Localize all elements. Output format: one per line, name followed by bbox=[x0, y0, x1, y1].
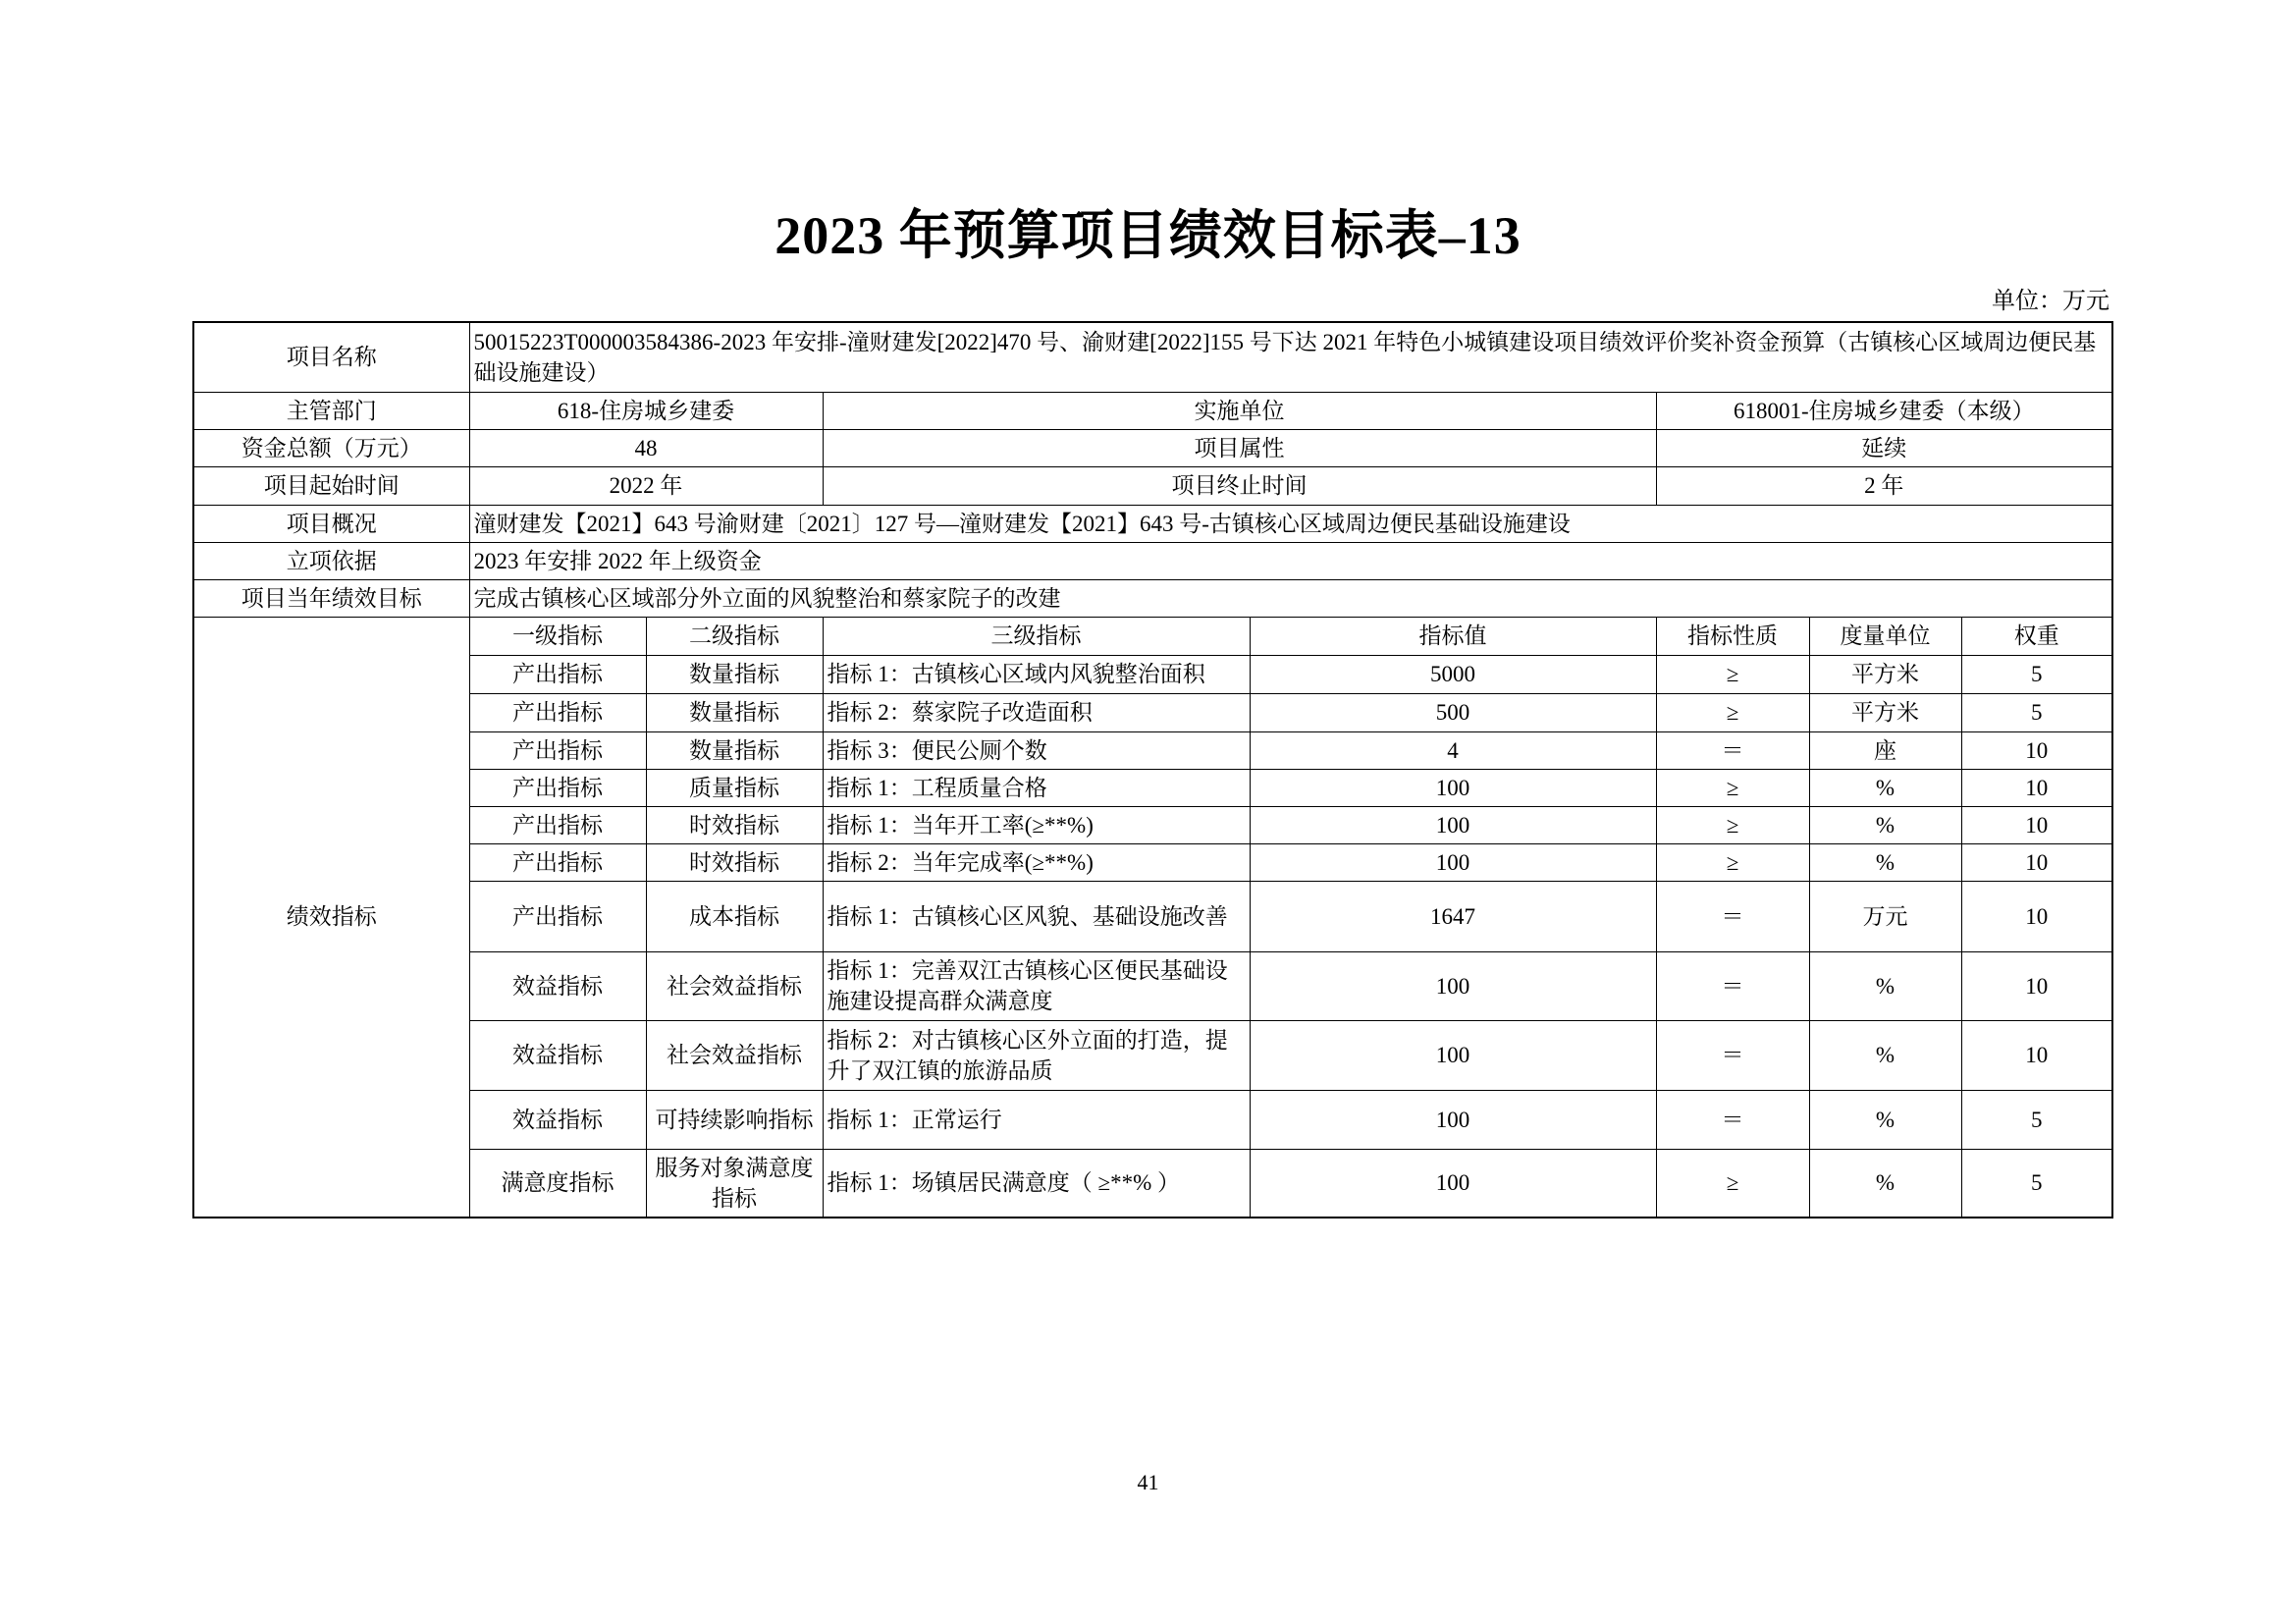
table-row bbox=[193, 1090, 2112, 1149]
level3-cell: 指标 1：当年开工率(≥**%) bbox=[823, 806, 1250, 843]
level1-cell: 产出指标 bbox=[469, 769, 646, 806]
department-row bbox=[193, 392, 2112, 429]
level2-cell: 服务对象满意度指标 bbox=[646, 1149, 823, 1218]
table-row bbox=[193, 769, 2112, 806]
fund-label: 资金总额（万元） bbox=[193, 429, 469, 466]
project-name-label: 项目名称 bbox=[193, 322, 469, 392]
value-cell: 100 bbox=[1250, 951, 1656, 1020]
table-row bbox=[193, 731, 2112, 769]
level2-cell: 数量指标 bbox=[646, 731, 823, 769]
overview-value: 潼财建发【2021】643 号渝财建〔2021〕127 号—潼财建发【2021】643 号-古镇核心区域周边便民基础设施建设 bbox=[469, 505, 2112, 542]
level3-cell: 指标 1：古镇核心区风貌、基础设施改善 bbox=[823, 881, 1250, 951]
page-title: 2023 年预算项目绩效目标表–13 bbox=[774, 206, 1522, 265]
project-name-row bbox=[193, 322, 2112, 392]
level1-cell: 产出指标 bbox=[469, 693, 646, 731]
unit-cell: 平方米 bbox=[1809, 693, 1961, 731]
start-value: 2022 年 bbox=[469, 466, 823, 505]
nature-cell: ＝ bbox=[1656, 1090, 1809, 1149]
unit-cell: % bbox=[1809, 1149, 1961, 1218]
nature-cell: ≥ bbox=[1656, 843, 1809, 881]
weight-cell: 10 bbox=[1961, 951, 2112, 1020]
nature-cell: ＝ bbox=[1656, 1020, 1809, 1090]
header-level3: 三级指标 bbox=[823, 617, 1250, 655]
level1-cell: 产出指标 bbox=[469, 806, 646, 843]
unit-cell: 平方米 bbox=[1809, 655, 1961, 693]
table-row bbox=[193, 693, 2112, 731]
level1-cell: 效益指标 bbox=[469, 951, 646, 1020]
overview-row bbox=[193, 505, 2112, 542]
value-cell: 100 bbox=[1250, 1149, 1656, 1218]
end-label: 项目终止时间 bbox=[823, 466, 1656, 505]
attr-label: 项目属性 bbox=[823, 429, 1656, 466]
table-row bbox=[193, 1020, 2112, 1090]
level3-cell: 指标 1：完善双江古镇核心区便民基础设施建设提高群众满意度 bbox=[823, 951, 1250, 1020]
impl-value: 618001-住房城乡建委（本级） bbox=[1656, 392, 2112, 429]
overview-label: 项目概况 bbox=[193, 505, 469, 542]
header-unit: 度量单位 bbox=[1809, 617, 1961, 655]
level2-cell: 社会效益指标 bbox=[646, 951, 823, 1020]
table-row bbox=[193, 843, 2112, 881]
nature-cell: ≥ bbox=[1656, 769, 1809, 806]
weight-cell: 5 bbox=[1961, 1090, 2112, 1149]
header-weight: 权重 bbox=[1961, 617, 2112, 655]
level3-cell: 指标 3：便民公厕个数 bbox=[823, 731, 1250, 769]
value-cell: 100 bbox=[1250, 806, 1656, 843]
weight-cell: 10 bbox=[1961, 769, 2112, 806]
weight-cell: 5 bbox=[1961, 693, 2112, 731]
table-row bbox=[193, 881, 2112, 951]
level1-cell: 效益指标 bbox=[469, 1090, 646, 1149]
impl-label: 实施单位 bbox=[823, 392, 1656, 429]
level1-cell: 产出指标 bbox=[469, 731, 646, 769]
unit-cell: % bbox=[1809, 769, 1961, 806]
unit-label: 单位：万元 bbox=[1992, 289, 2109, 314]
level1-cell: 产出指标 bbox=[469, 881, 646, 951]
goal-value: 完成古镇核心区域部分外立面的风貌整治和蔡家院子的改建 bbox=[469, 579, 2112, 617]
unit-cell: 座 bbox=[1809, 731, 1961, 769]
performance-target-table bbox=[192, 321, 2113, 1218]
weight-cell: 10 bbox=[1961, 731, 2112, 769]
level3-cell: 指标 1：工程质量合格 bbox=[823, 769, 1250, 806]
level2-cell: 数量指标 bbox=[646, 655, 823, 693]
nature-cell: ≥ bbox=[1656, 1149, 1809, 1218]
nature-cell: ≥ bbox=[1656, 693, 1809, 731]
unit-cell: % bbox=[1809, 1090, 1961, 1149]
basis-value: 2023 年安排 2022 年上级资金 bbox=[469, 542, 2112, 579]
fund-row bbox=[193, 429, 2112, 466]
table-row bbox=[193, 655, 2112, 693]
value-cell: 100 bbox=[1250, 1090, 1656, 1149]
nature-cell: ＝ bbox=[1656, 951, 1809, 1020]
dept-value: 618-住房城乡建委 bbox=[469, 392, 823, 429]
header-level2: 二级指标 bbox=[646, 617, 823, 655]
basis-label: 立项依据 bbox=[193, 542, 469, 579]
header-nature: 指标性质 bbox=[1656, 617, 1809, 655]
nature-cell: ≥ bbox=[1656, 655, 1809, 693]
weight-cell: 10 bbox=[1961, 806, 2112, 843]
level3-cell: 指标 2：对古镇核心区外立面的打造，提升了双江镇的旅游品质 bbox=[823, 1020, 1250, 1090]
project-name-value: 50015223T000003584386-2023 年安排-潼财建发[2022]470 号、渝财建[2022]155 号下达 2021 年特色小城镇建设项目绩效评价奖补资金预算（古镇核心区域周边便民基础设施建设） bbox=[469, 322, 2112, 392]
nature-cell: ≥ bbox=[1656, 806, 1809, 843]
weight-cell: 5 bbox=[1961, 655, 2112, 693]
start-label: 项目起始时间 bbox=[193, 466, 469, 505]
weight-cell: 10 bbox=[1961, 1020, 2112, 1090]
weight-cell: 10 bbox=[1961, 881, 2112, 951]
level3-cell: 指标 2：当年完成率(≥**%) bbox=[823, 843, 1250, 881]
value-cell: 4 bbox=[1250, 731, 1656, 769]
unit-cell: 万元 bbox=[1809, 881, 1961, 951]
value-cell: 500 bbox=[1250, 693, 1656, 731]
unit-cell: % bbox=[1809, 843, 1961, 881]
level2-cell: 成本指标 bbox=[646, 881, 823, 951]
indicators-section-label: 绩效指标 bbox=[193, 617, 469, 1218]
table-row bbox=[193, 951, 2112, 1020]
level2-cell: 社会效益指标 bbox=[646, 1020, 823, 1090]
page-number: 41 bbox=[1137, 1470, 1159, 1494]
value-cell: 100 bbox=[1250, 769, 1656, 806]
value-cell: 100 bbox=[1250, 843, 1656, 881]
goal-label: 项目当年绩效目标 bbox=[193, 579, 469, 617]
level2-cell: 时效指标 bbox=[646, 843, 823, 881]
level3-cell: 指标 1：场镇居民满意度（ ≥**% ） bbox=[823, 1149, 1250, 1218]
level1-cell: 满意度指标 bbox=[469, 1149, 646, 1218]
nature-cell: ＝ bbox=[1656, 881, 1809, 951]
table-row bbox=[193, 806, 2112, 843]
nature-cell: ＝ bbox=[1656, 731, 1809, 769]
fund-value: 48 bbox=[469, 429, 823, 466]
level1-cell: 产出指标 bbox=[469, 655, 646, 693]
level1-cell: 效益指标 bbox=[469, 1020, 646, 1090]
level2-cell: 可持续影响指标 bbox=[646, 1090, 823, 1149]
value-cell: 1647 bbox=[1250, 881, 1656, 951]
header-level1: 一级指标 bbox=[469, 617, 646, 655]
basis-row bbox=[193, 542, 2112, 579]
dept-label: 主管部门 bbox=[193, 392, 469, 429]
level2-cell: 质量指标 bbox=[646, 769, 823, 806]
level3-cell: 指标 2：蔡家院子改造面积 bbox=[823, 693, 1250, 731]
weight-cell: 10 bbox=[1961, 843, 2112, 881]
value-cell: 100 bbox=[1250, 1020, 1656, 1090]
level3-cell: 指标 1：正常运行 bbox=[823, 1090, 1250, 1149]
level1-cell: 产出指标 bbox=[469, 843, 646, 881]
value-cell: 5000 bbox=[1250, 655, 1656, 693]
level3-cell: 指标 1：古镇核心区域内风貌整治面积 bbox=[823, 655, 1250, 693]
table-row bbox=[193, 1149, 2112, 1218]
header-value: 指标值 bbox=[1250, 617, 1656, 655]
level2-cell: 数量指标 bbox=[646, 693, 823, 731]
goal-row bbox=[193, 579, 2112, 617]
unit-cell: % bbox=[1809, 951, 1961, 1020]
attr-value: 延续 bbox=[1656, 429, 2112, 466]
level2-cell: 时效指标 bbox=[646, 806, 823, 843]
period-row bbox=[193, 466, 2112, 505]
indicator-header-row bbox=[193, 617, 2112, 655]
weight-cell: 5 bbox=[1961, 1149, 2112, 1218]
end-value: 2 年 bbox=[1656, 466, 2112, 505]
unit-cell: % bbox=[1809, 806, 1961, 843]
unit-cell: % bbox=[1809, 1020, 1961, 1090]
